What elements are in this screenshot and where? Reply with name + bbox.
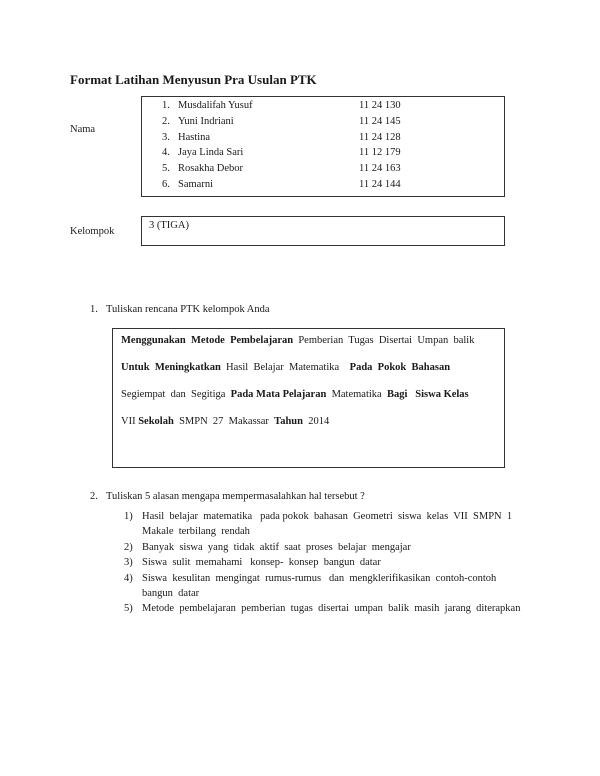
reason-text: bangun datar	[142, 587, 200, 599]
member-number: 2.	[162, 115, 170, 127]
member-number: 1.	[162, 100, 170, 111]
ptk-text: 2014	[302, 416, 330, 427]
member-number: 3.	[162, 131, 170, 143]
reason-text: Hasil belajar matematika pada pokok bahasan Geometri siswa kelas VII SMPN 1	[142, 511, 513, 522]
member-name: Musdalifah Yusuf	[178, 100, 253, 111]
member-row	[142, 179, 502, 194]
ptk-line	[121, 389, 469, 400]
nama-label: Nama	[70, 124, 96, 135]
ptk-text: Matematika	[326, 389, 387, 400]
question-2-number: 2.	[90, 491, 98, 502]
reason-item	[124, 511, 524, 541]
member-row	[142, 132, 502, 147]
member-number: 6.	[162, 179, 170, 190]
ptk-bold-term: Bagi Siswa Kelas	[386, 389, 469, 400]
kelompok-value: 3 (TIGA)	[149, 220, 189, 231]
member-row	[142, 147, 502, 162]
reason-number: 1)	[124, 511, 133, 522]
ptk-plan-box	[112, 328, 505, 468]
member-nim: 11 24 144	[359, 179, 401, 190]
member-name: Yuni Indriani	[178, 115, 234, 127]
reason-text: Siswa sulit memahami konsep- konsep bangun datar	[142, 557, 381, 568]
question-1-number: 1.	[90, 304, 98, 315]
member-number: 4.	[162, 147, 170, 159]
member-number: 5.	[162, 163, 170, 175]
reason-text: Metode pembelajaran pemberian tugas disertai umpan balik masih jarang diterapkan	[142, 603, 521, 614]
member-name: Samarni	[178, 179, 213, 190]
reason-item	[124, 603, 524, 618]
ptk-bold-term: Menggunakan Metode Pembelajaran	[121, 335, 294, 346]
member-row	[142, 163, 502, 178]
ptk-line	[121, 416, 329, 427]
nama-box	[141, 96, 505, 197]
member-row	[142, 116, 502, 131]
ptk-line	[121, 335, 474, 346]
member-row	[142, 100, 502, 115]
ptk-bold-term: Untuk Meningkatkan	[121, 362, 221, 373]
kelompok-label: Kelompok	[70, 226, 115, 237]
ptk-text: Hasil Belajar Matematika	[220, 362, 345, 373]
ptk-text: Pemberian Tugas Disertai Umpan balik	[293, 335, 475, 346]
page-title: Format Latihan Menyusun Pra Usulan PTK	[70, 72, 317, 87]
member-nim: 11 24 163	[359, 163, 401, 175]
question-1	[90, 304, 390, 318]
member-nim: 11 24 130	[359, 100, 401, 111]
member-name: Jaya Linda Sari	[178, 147, 244, 159]
member-nim: 11 24 145	[359, 115, 401, 127]
question-1-text: Tuliskan rencana PTK kelompok Anda	[106, 304, 270, 315]
ptk-text: SMPN 27 Makassar	[173, 416, 275, 427]
ptk-text: Segiempat dan Segitiga	[121, 389, 231, 400]
ptk-bold-term: Pada Mata Pelajaran	[230, 389, 327, 400]
ptk-bold-term: Sekolah	[138, 416, 174, 427]
reason-item	[124, 542, 524, 557]
member-name: Rosakha Debor	[178, 163, 244, 175]
reason-number: 5)	[124, 603, 133, 614]
question-2-text: Tuliskan 5 alasan mengapa mempermasalahkan hal tersebut ?	[106, 491, 365, 502]
reason-number: 4)	[124, 572, 133, 584]
reason-text: Banyak siswa yang tidak aktif saat proses belajar mengajar	[142, 541, 411, 553]
reason-number: 2)	[124, 541, 133, 553]
reason-item	[124, 557, 524, 572]
ptk-bold-term: Pada Pokok Bahasan	[344, 362, 451, 373]
reason-text: Makale terbilang rendah	[142, 526, 250, 537]
ptk-line	[121, 362, 450, 373]
kelompok-box	[141, 216, 505, 246]
reason-number: 3)	[124, 557, 133, 568]
ptk-bold-term: Tahun	[274, 416, 303, 427]
member-nim: 11 24 128	[359, 131, 401, 143]
member-nim: 11 12 179	[359, 147, 401, 159]
reason-item	[124, 573, 524, 603]
member-name: Hastina	[178, 131, 211, 143]
question-2	[90, 491, 450, 505]
ptk-text: VII	[121, 416, 139, 427]
reason-text: Siswa kesulitan mengingat rumus-rumus dan mengklerifikasikan contoh-contoh	[142, 572, 497, 584]
